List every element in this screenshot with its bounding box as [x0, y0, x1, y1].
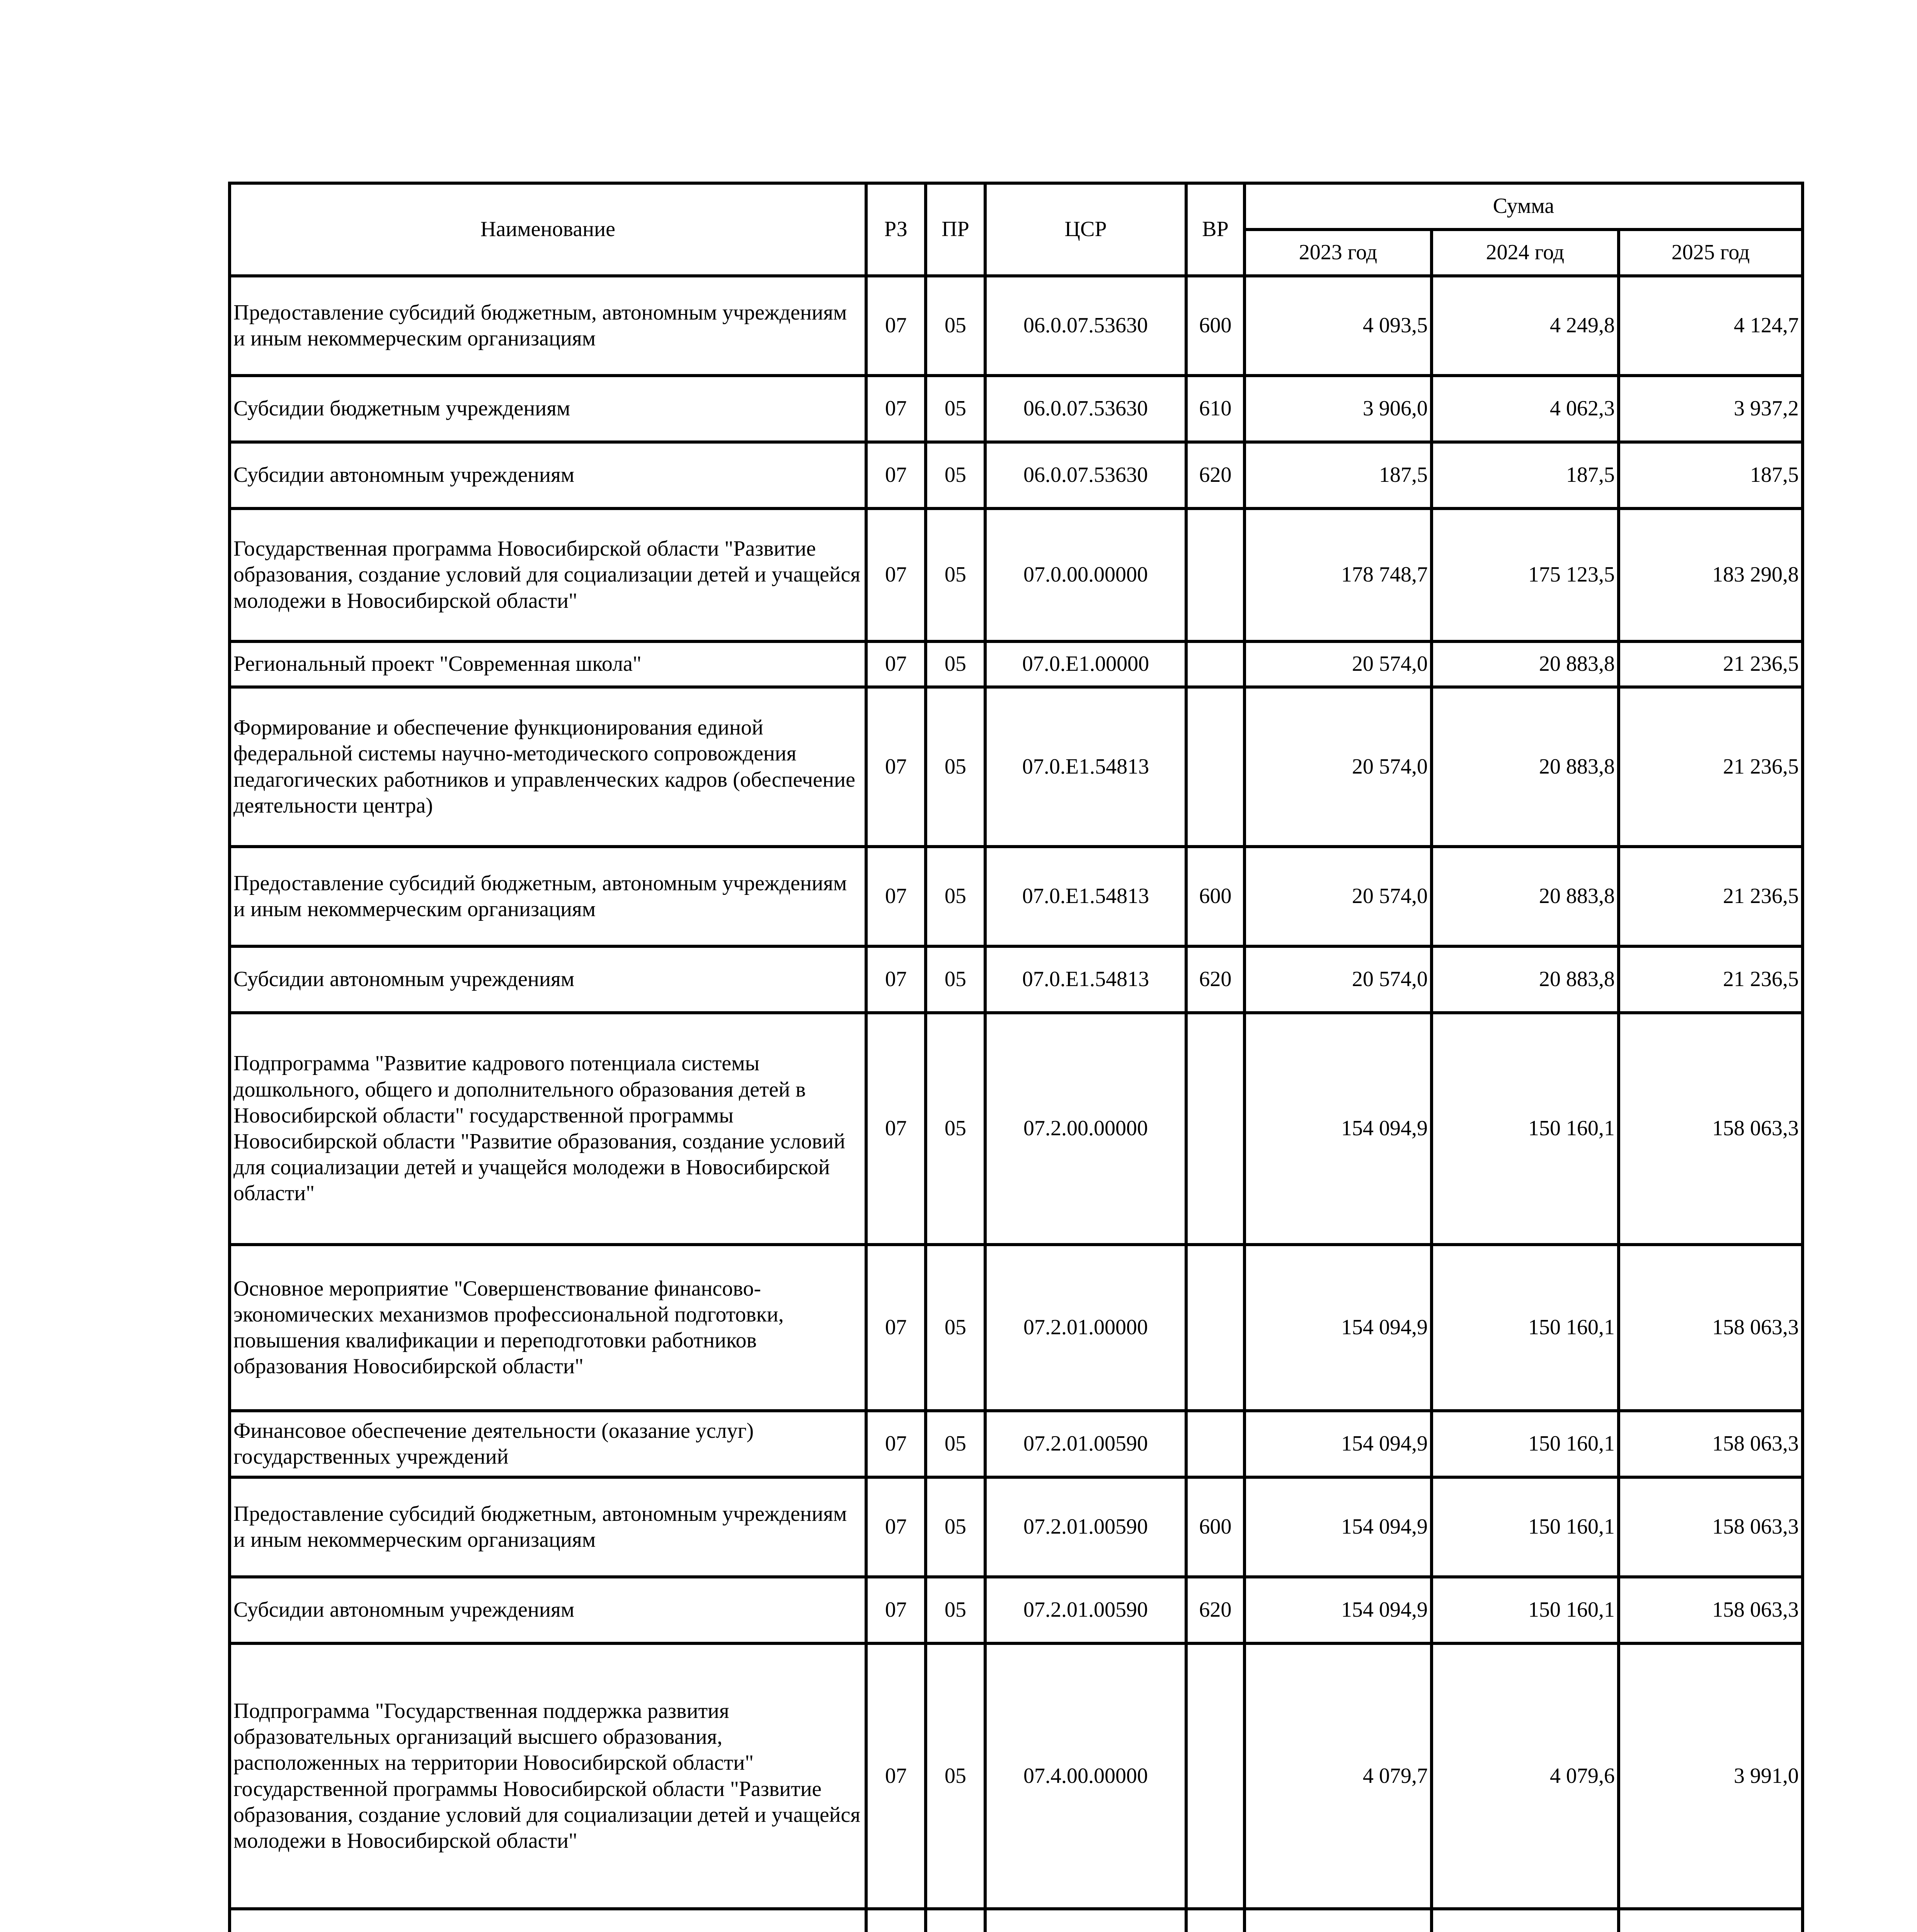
cell-name: Предоставление субсидий бюджетным, автономным учреждениям и иным некоммерческим организациям	[230, 1477, 866, 1577]
cell-vr	[1186, 641, 1245, 687]
cell-vr	[1186, 1013, 1245, 1245]
table-row	[230, 1643, 1803, 1909]
cell-vr	[1186, 509, 1245, 641]
cell-sum-2024: 150 160,1	[1432, 1245, 1619, 1411]
cell-name	[230, 1909, 866, 1932]
table-row	[230, 442, 1803, 509]
cell-sum-2024: 4 249,8	[1432, 276, 1619, 376]
cell-rz: 07	[866, 442, 926, 509]
cell-vr: 600	[1186, 1477, 1245, 1577]
cell-sum-2023: 4 079,7	[1245, 1643, 1432, 1909]
cell-pr: 05	[926, 1577, 985, 1643]
cell-sum-2024	[1432, 1909, 1619, 1932]
cell-csr: 06.0.07.53630	[985, 276, 1186, 376]
cell-name: Основное мероприятие "Совершенствование финансово-экономических механизмов профессиональной подготовки, повышения квалификации и переподготовки работников образования Новосибирской области"	[230, 1245, 866, 1411]
cell-vr	[1186, 1411, 1245, 1477]
cell-pr: 05	[926, 376, 985, 442]
cell-sum-2024: 4 062,3	[1432, 376, 1619, 442]
cell-name: Предоставление субсидий бюджетным, автономным учреждениям и иным некоммерческим организациям	[230, 276, 866, 376]
cell-sum-2024: 20 883,8	[1432, 641, 1619, 687]
cell-sum-2024: 20 883,8	[1432, 847, 1619, 946]
cell-rz: 07	[866, 276, 926, 376]
cell-sum-2024: 150 160,1	[1432, 1477, 1619, 1577]
cell-csr: 06.0.07.53630	[985, 442, 1186, 509]
cell-sum-2025: 21 236,5	[1619, 946, 1803, 1013]
cell-sum-2024: 150 160,1	[1432, 1013, 1619, 1245]
cell-name: Предоставление субсидий бюджетным, автономным учреждениям и иным некоммерческим организациям	[230, 847, 866, 946]
cell-sum-2024: 150 160,1	[1432, 1577, 1619, 1643]
table-row	[230, 376, 1803, 442]
cell-pr: 05	[926, 276, 985, 376]
cell-rz: 07	[866, 687, 926, 847]
cell-pr: 05	[926, 1013, 985, 1245]
cell-rz: 07	[866, 1477, 926, 1577]
cell-sum-2025: 158 063,3	[1619, 1411, 1803, 1477]
table-row	[230, 1013, 1803, 1245]
cell-name: Субсидии бюджетным учреждениям	[230, 376, 866, 442]
header-vr: ВР	[1186, 183, 1245, 276]
table-body	[230, 276, 1803, 1932]
table-row	[230, 276, 1803, 376]
cell-sum-2023	[1245, 1909, 1432, 1932]
cell-vr: 600	[1186, 276, 1245, 376]
cell-csr: 07.0.E1.54813	[985, 687, 1186, 847]
cell-sum-2023: 154 094,9	[1245, 1245, 1432, 1411]
cell-sum-2025: 158 063,3	[1619, 1477, 1803, 1577]
cell-vr	[1186, 1245, 1245, 1411]
table-row	[230, 1411, 1803, 1477]
table-row	[230, 1909, 1803, 1932]
cell-name: Субсидии автономным учреждениям	[230, 442, 866, 509]
header-sum: Сумма	[1245, 183, 1803, 230]
cell-sum-2025: 21 236,5	[1619, 847, 1803, 946]
table-row	[230, 509, 1803, 641]
budget-table	[228, 182, 1804, 1932]
cell-sum-2024: 20 883,8	[1432, 946, 1619, 1013]
cell-rz: 07	[866, 1245, 926, 1411]
cell-vr: 620	[1186, 442, 1245, 509]
cell-sum-2024: 150 160,1	[1432, 1411, 1619, 1477]
cell-vr: 610	[1186, 376, 1245, 442]
cell-sum-2025	[1619, 1909, 1803, 1932]
cell-sum-2025: 158 063,3	[1619, 1013, 1803, 1245]
cell-sum-2023: 4 093,5	[1245, 276, 1432, 376]
cell-rz: 07	[866, 1643, 926, 1909]
header-csr: ЦСР	[985, 183, 1186, 276]
cell-rz: 07	[866, 1013, 926, 1245]
cell-vr: 620	[1186, 1577, 1245, 1643]
cell-csr: 07.2.01.00590	[985, 1477, 1186, 1577]
cell-csr: 07.2.01.00000	[985, 1245, 1186, 1411]
cell-sum-2025: 183 290,8	[1619, 509, 1803, 641]
cell-rz: 07	[866, 946, 926, 1013]
cell-sum-2025: 158 063,3	[1619, 1245, 1803, 1411]
cell-sum-2023: 154 094,9	[1245, 1577, 1432, 1643]
cell-pr: 05	[926, 1411, 985, 1477]
cell-rz: 07	[866, 509, 926, 641]
header-row	[230, 183, 1803, 230]
cell-rz: 07	[866, 847, 926, 946]
cell-sum-2025: 187,5	[1619, 442, 1803, 509]
cell-rz	[866, 1909, 926, 1932]
cell-sum-2024: 4 079,6	[1432, 1643, 1619, 1909]
header-rz: РЗ	[866, 183, 926, 276]
cell-csr: 07.0.00.00000	[985, 509, 1186, 641]
cell-sum-2024: 187,5	[1432, 442, 1619, 509]
table-row	[230, 847, 1803, 946]
cell-sum-2023: 187,5	[1245, 442, 1432, 509]
cell-name: Субсидии автономным учреждениям	[230, 946, 866, 1013]
cell-csr	[985, 1909, 1186, 1932]
cell-csr: 07.4.00.00000	[985, 1643, 1186, 1909]
table-row	[230, 1577, 1803, 1643]
table-row	[230, 946, 1803, 1013]
table-row	[230, 1245, 1803, 1411]
cell-vr	[1186, 1643, 1245, 1909]
cell-rz: 07	[866, 1577, 926, 1643]
cell-sum-2025: 3 991,0	[1619, 1643, 1803, 1909]
cell-sum-2025: 158 063,3	[1619, 1577, 1803, 1643]
cell-name: Региональный проект "Современная школа"	[230, 641, 866, 687]
cell-sum-2023: 20 574,0	[1245, 847, 1432, 946]
cell-sum-2025: 21 236,5	[1619, 687, 1803, 847]
cell-pr: 05	[926, 946, 985, 1013]
cell-sum-2023: 20 574,0	[1245, 641, 1432, 687]
cell-sum-2023: 3 906,0	[1245, 376, 1432, 442]
header-year-2023: 2023 год	[1245, 230, 1432, 276]
cell-vr: 600	[1186, 847, 1245, 946]
cell-vr	[1186, 1909, 1245, 1932]
cell-sum-2025: 3 937,2	[1619, 376, 1803, 442]
cell-sum-2023: 154 094,9	[1245, 1477, 1432, 1577]
cell-sum-2024: 175 123,5	[1432, 509, 1619, 641]
cell-pr: 05	[926, 641, 985, 687]
cell-pr: 05	[926, 847, 985, 946]
cell-csr: 07.2.01.00590	[985, 1411, 1186, 1477]
cell-csr: 07.2.00.00000	[985, 1013, 1186, 1245]
cell-sum-2023: 154 094,9	[1245, 1411, 1432, 1477]
cell-sum-2023: 20 574,0	[1245, 946, 1432, 1013]
cell-pr: 05	[926, 442, 985, 509]
header-name: Наименование	[230, 183, 866, 276]
cell-rz: 07	[866, 1411, 926, 1477]
cell-name: Подпрограмма "Развитие кадрового потенциала системы дошкольного, общего и дополнительного образования детей в Новосибирской области" государственной программы Новосибирской области "Развитие образования, создание условий для социализации детей и учащейся молодежи в Новосибирской области"	[230, 1013, 866, 1245]
cell-name: Государственная программа Новосибирской области "Развитие образования, создание условий для социализации детей и учащейся молодежи в Новосибирской области"	[230, 509, 866, 641]
cell-sum-2024: 20 883,8	[1432, 687, 1619, 847]
cell-sum-2025: 21 236,5	[1619, 641, 1803, 687]
cell-pr: 05	[926, 1477, 985, 1577]
cell-vr: 620	[1186, 946, 1245, 1013]
cell-name: Подпрограмма "Государственная поддержка развития образовательных организаций высшего образования, расположенных на территории Новосибирской области" государственной программы Новосибирской области "Развитие образования, создание условий для социализации детей и учащейся молодежи в Новосибирской области"	[230, 1643, 866, 1909]
cell-sum-2023: 178 748,7	[1245, 509, 1432, 641]
header-pr: ПР	[926, 183, 985, 276]
cell-csr: 07.0.E1.54813	[985, 946, 1186, 1013]
header-year-2025: 2025 год	[1619, 230, 1803, 276]
cell-csr: 07.0.E1.00000	[985, 641, 1186, 687]
header-year-2024: 2024 год	[1432, 230, 1619, 276]
cell-rz: 07	[866, 376, 926, 442]
table-row	[230, 641, 1803, 687]
table-row	[230, 687, 1803, 847]
cell-rz: 07	[866, 641, 926, 687]
cell-pr: 05	[926, 687, 985, 847]
table-row	[230, 1477, 1803, 1577]
cell-name: Формирование и обеспечение функционирования единой федеральной системы научно-методического сопровождения педагогических работников и управленческих кадров (обеспечение деятельности центра)	[230, 687, 866, 847]
cell-pr: 05	[926, 509, 985, 641]
cell-sum-2025: 4 124,7	[1619, 276, 1803, 376]
cell-pr	[926, 1909, 985, 1932]
cell-name: Субсидии автономным учреждениям	[230, 1577, 866, 1643]
cell-pr: 05	[926, 1643, 985, 1909]
cell-sum-2023: 20 574,0	[1245, 687, 1432, 847]
cell-pr: 05	[926, 1245, 985, 1411]
cell-csr: 07.0.E1.54813	[985, 847, 1186, 946]
cell-vr	[1186, 687, 1245, 847]
cell-csr: 07.2.01.00590	[985, 1577, 1186, 1643]
cell-sum-2023: 154 094,9	[1245, 1013, 1432, 1245]
cell-name: Финансовое обеспечение деятельности (оказание услуг) государственных учреждений	[230, 1411, 866, 1477]
cell-csr: 06.0.07.53630	[985, 376, 1186, 442]
